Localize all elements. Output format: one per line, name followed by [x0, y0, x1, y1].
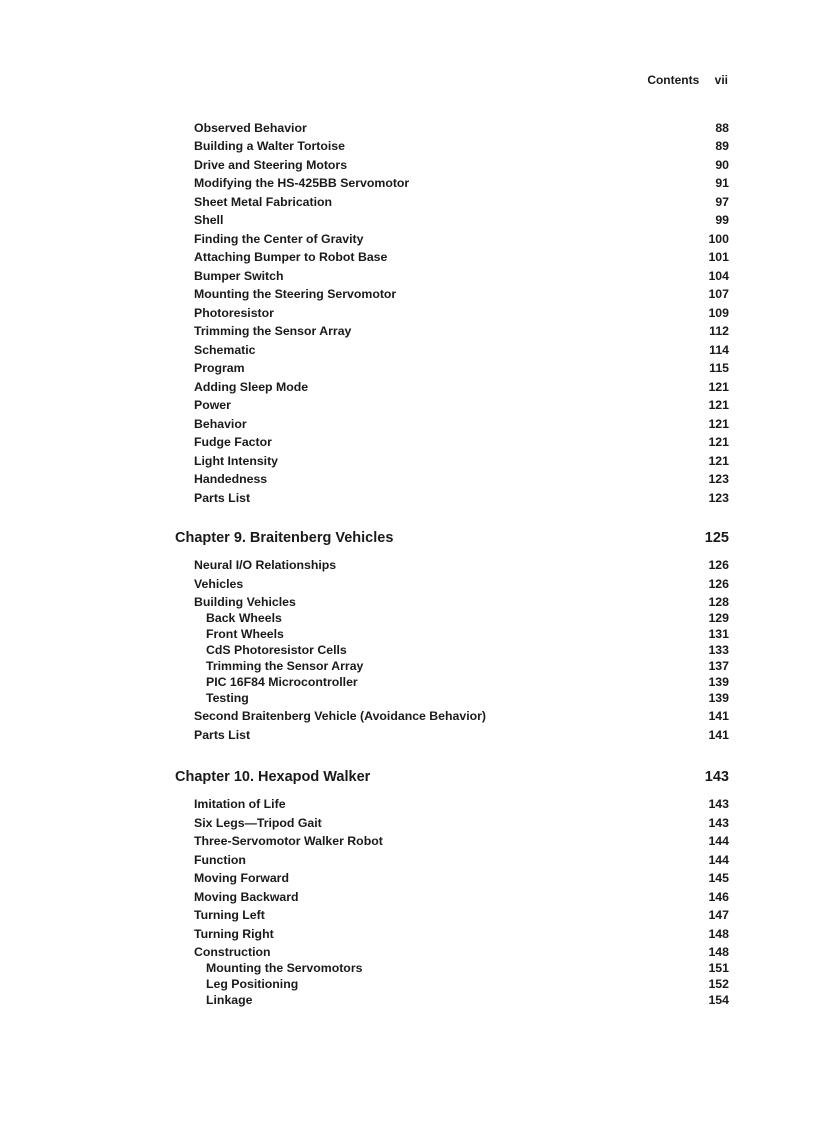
chapter-heading[interactable]: Chapter 10. Hexapod Walker: [175, 769, 371, 785]
toc-subentry-title[interactable]: Trimming the Sensor Array: [206, 659, 364, 673]
toc-entry-title[interactable]: Schematic: [194, 343, 256, 357]
toc-entry-title[interactable]: Shell: [194, 213, 224, 227]
toc-subentry-title[interactable]: Leg Positioning: [206, 977, 299, 991]
toc-entry-title[interactable]: Light Intensity: [194, 454, 279, 468]
toc-entry-title[interactable]: Function: [194, 853, 246, 867]
running-head-page: vii: [714, 73, 728, 87]
chapter-page: 143: [704, 769, 729, 785]
toc-entry-page: 121: [708, 380, 729, 394]
toc-entry-title[interactable]: Three-Servomotor Walker Robot: [194, 834, 383, 848]
toc-entry-page: 143: [708, 797, 729, 811]
toc-entry-title[interactable]: Sheet Metal Fabrication: [194, 195, 333, 209]
toc-entry-page: 91: [715, 176, 729, 190]
toc-entry-title[interactable]: Adding Sleep Mode: [194, 380, 309, 394]
toc-subentry-title[interactable]: Back Wheels: [206, 611, 282, 625]
toc-entry-page: 107: [708, 287, 729, 301]
toc-entry-title[interactable]: Behavior: [194, 417, 247, 431]
toc-entry-title[interactable]: Building Vehicles: [194, 595, 296, 609]
toc-entry-page: 128: [708, 595, 729, 609]
toc-entry-page: 104: [708, 269, 729, 283]
toc-entry-page: 109: [708, 306, 729, 320]
chapter-page: 125: [704, 530, 729, 546]
toc-entry-title[interactable]: Parts List: [194, 728, 251, 742]
toc-entry-page: 154: [708, 993, 729, 1007]
toc-entry-page: 123: [708, 472, 729, 486]
toc-entry-title[interactable]: Fudge Factor: [194, 435, 272, 449]
toc-entry-title[interactable]: Six Legs—Tripod Gait: [194, 816, 322, 830]
toc-entry-title[interactable]: Finding the Center of Gravity: [194, 232, 364, 246]
toc-subentry-title[interactable]: Mounting the Servomotors: [206, 961, 363, 975]
toc-entry-title[interactable]: Bumper Switch: [194, 269, 284, 283]
toc-entry-page: 100: [708, 232, 729, 246]
toc-subentry-title[interactable]: PIC 16F84 Microcontroller: [206, 675, 358, 689]
toc-entry-title[interactable]: Construction: [194, 945, 271, 959]
toc-entry-title[interactable]: Mounting the Steering Servomotor: [194, 287, 397, 301]
toc-entry-page: 145: [708, 871, 729, 885]
toc-entry-page: 146: [708, 890, 729, 904]
toc-entry-page: 123: [708, 491, 729, 505]
toc-entry-page: 141: [708, 709, 729, 723]
toc-entry-page: 139: [708, 675, 729, 689]
toc-entry-page: 148: [708, 945, 729, 959]
toc-entry-page: 141: [708, 728, 729, 742]
toc-entry-title[interactable]: Program: [194, 361, 245, 375]
toc-entry-page: 151: [708, 961, 729, 975]
toc-entry-page: 90: [715, 158, 729, 172]
toc-entry-page: 121: [708, 398, 729, 412]
toc-entry-page: 99: [715, 213, 729, 227]
toc-entry-page: 129: [708, 611, 729, 625]
toc-entry-page: 144: [708, 834, 729, 848]
toc-entry-page: 147: [708, 908, 729, 922]
toc-subentry-title[interactable]: Linkage: [206, 993, 253, 1007]
toc-entry-title[interactable]: Vehicles: [194, 577, 244, 591]
toc-entry-title[interactable]: Second Braitenberg Vehicle (Avoidance Behavior): [194, 709, 487, 723]
toc-entry-page: 126: [708, 577, 729, 591]
toc-entry-page: 137: [708, 659, 729, 673]
toc-entry-page: 144: [708, 853, 729, 867]
toc-subentry-title[interactable]: Testing: [206, 691, 249, 705]
toc-subentry-title[interactable]: CdS Photoresistor Cells: [206, 643, 347, 657]
chapter-heading[interactable]: Chapter 9. Braitenberg Vehicles: [175, 530, 394, 546]
toc-entry-title[interactable]: Parts List: [194, 491, 251, 505]
toc-entry-page: 88: [715, 121, 729, 135]
toc-entry-page: 133: [708, 643, 729, 657]
toc-entry-page: 112: [709, 324, 729, 338]
toc-entry-page: 131: [708, 627, 729, 641]
toc-entry-title[interactable]: Turning Left: [194, 908, 265, 922]
toc-subentry-title[interactable]: Front Wheels: [206, 627, 284, 641]
toc-entry-page: 101: [708, 250, 729, 264]
toc-entry-title[interactable]: Modifying the HS-425BB Servomotor: [194, 176, 410, 190]
toc-entry-page: 139: [708, 691, 729, 705]
toc-entry-title[interactable]: Neural I/O Relationships: [194, 558, 337, 572]
toc-entry-page: 114: [709, 343, 729, 357]
toc-entry-title[interactable]: Imitation of Life: [194, 797, 286, 811]
toc-entry-title[interactable]: Attaching Bumper to Robot Base: [194, 250, 388, 264]
toc-entry-title[interactable]: Observed Behavior: [194, 121, 307, 135]
toc-entry-page: 126: [708, 558, 729, 572]
toc-entry-page: 121: [708, 454, 729, 468]
toc-entry-title[interactable]: Handedness: [194, 472, 268, 486]
toc-entry-page: 115: [709, 361, 729, 375]
toc-entry-title[interactable]: Trimming the Sensor Array: [194, 324, 352, 338]
toc-entry-page: 121: [708, 435, 729, 449]
toc-entry-title[interactable]: Photoresistor: [194, 306, 274, 320]
toc-entry-title[interactable]: Drive and Steering Motors: [194, 158, 348, 172]
toc-entry-page: 143: [708, 816, 729, 830]
toc-entry-page: 121: [708, 417, 729, 431]
toc-entry-title[interactable]: Turning Right: [194, 927, 274, 941]
running-head: [647, 73, 728, 87]
toc-entry-title[interactable]: Building a Walter Tortoise: [194, 139, 345, 153]
toc-entry-title[interactable]: Power: [194, 398, 231, 412]
toc-entry-page: 97: [715, 195, 729, 209]
toc-entry-title[interactable]: Moving Forward: [194, 871, 289, 885]
toc-entry-page: 89: [715, 139, 729, 153]
running-head-label: Contents: [647, 73, 700, 87]
toc-entry-page: 148: [708, 927, 729, 941]
toc-entry-title[interactable]: Moving Backward: [194, 890, 299, 904]
toc-entry-page: 152: [708, 977, 729, 991]
